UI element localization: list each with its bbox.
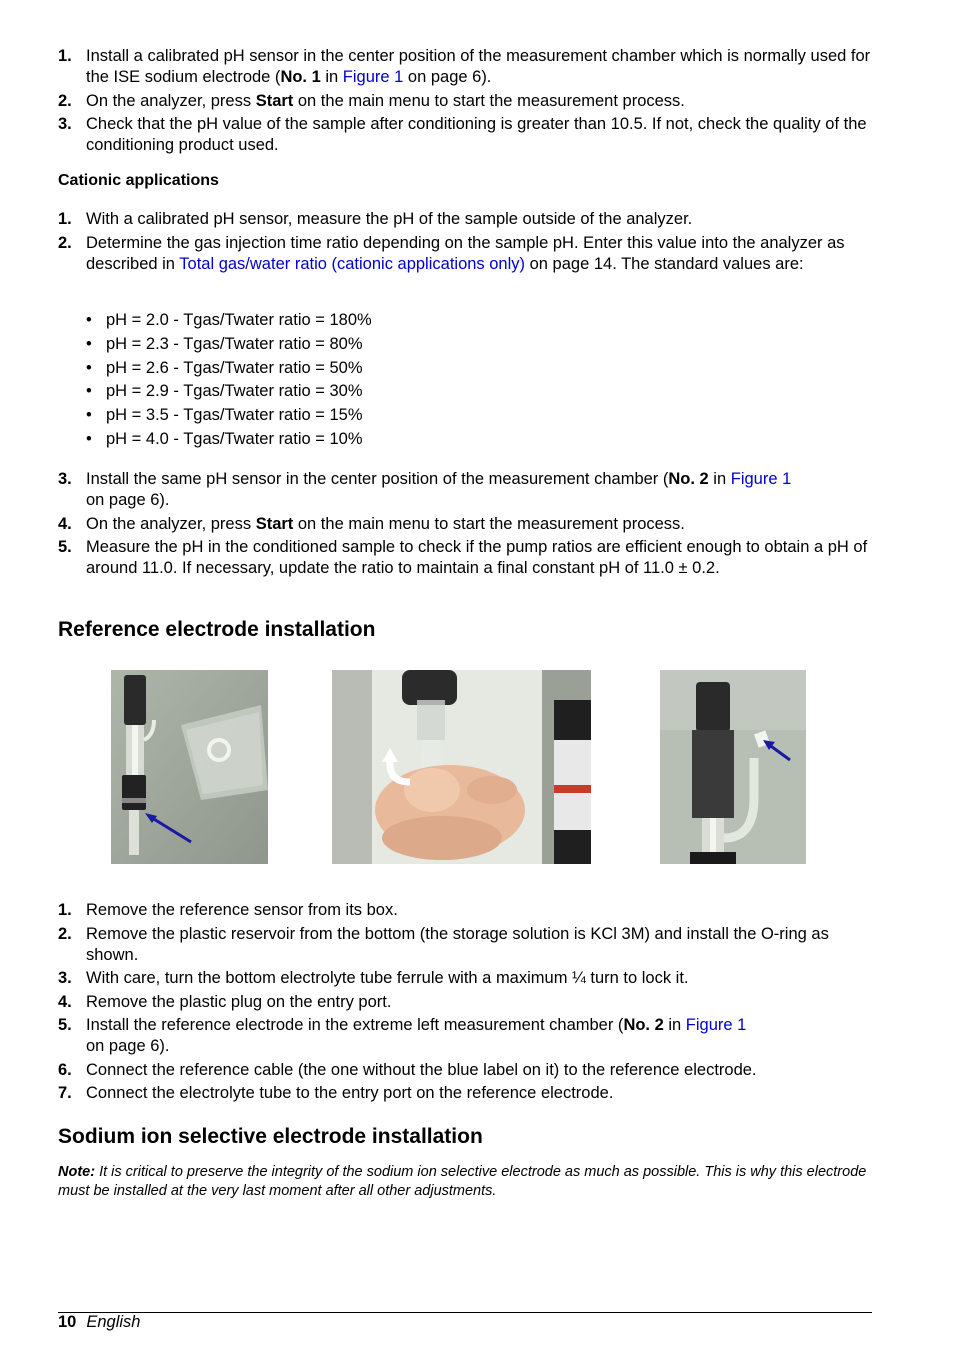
emphasis-text: No. 2 [668,470,709,488]
step-item [58,900,878,921]
procedure-list-cationic [58,209,878,277]
step-item [58,992,878,1013]
step-text: on the main menu to start the measurement process. [293,514,685,533]
emphasis-text: Start [255,91,294,110]
step-text: On the analyzer, press [86,91,256,110]
step-text: on page 14. The standard values are: [525,254,804,273]
step-text: Install the reference electrode in the extreme left measurement chamber ( [86,1016,624,1034]
procedure-list-cationic-continued [58,469,878,582]
step-text: Install the same pH sensor in the center position of the measurement chamber ( [86,470,669,488]
emphasis-text: No. 2 [623,1016,664,1034]
step-number: 3. [58,115,72,133]
step-item [58,1060,878,1081]
step-item [58,114,878,156]
step-item [58,469,878,511]
footer-rule [58,1312,872,1313]
step-item [58,233,878,275]
page-number: 10 [58,1313,77,1331]
page-footer [58,1313,140,1332]
step-item [58,1083,878,1104]
ratio-list-item: • pH = 3.5 - Tgas/Twater ratio = 15% [86,405,786,426]
reference-electrode-heading: Reference electrode installation [58,618,376,641]
note-text: It is critical to preserve the integrity of the sodium ion selective electrode as much as possible. This is why this electrode must be installed at the very last moment after all other adjustments. [58,1164,867,1199]
sodium-electrode-heading: Sodium ion selective electrode installation [58,1125,483,1148]
step-text: Remove the plastic reservoir from the bottom (the storage solution is KCl 3M) and install the O-ring as shown. [86,924,829,964]
step-text: Connect the reference cable (the one without the blue label on it) to the reference electrode. [86,1060,757,1079]
step-number: 6. [58,1060,72,1079]
step-text: Check that the pH value of the sample after conditioning is greater than 10.5. If not, check the quality of the conditioning product used. [86,115,867,154]
cross-reference-link[interactable]: Total gas/water ratio (cationic applications only) [179,254,526,273]
cross-reference-link[interactable]: Figure 1 [342,68,404,86]
step-number: 1. [58,901,72,919]
step-number: 5. [58,538,72,556]
step-text: Measure the pH in the conditioned sample to check if the pump ratios are efficient enough to obtain a pH of around 11.0. If necessary, update the ratio to maintain a final constant pH of 11.0 ± 0.2. [86,538,868,577]
step-item [58,514,878,535]
step-text: Determine the gas injection time ratio depending on the sample pH. Enter this value into the analyzer as described in [86,233,845,273]
note-paragraph [58,1163,868,1200]
step-text: On the analyzer, press [86,514,256,533]
step-number: 3. [58,470,72,488]
step-item [58,968,878,989]
procedure-list-reference-electrode [58,900,878,1107]
step-item [58,924,878,966]
step-number: 7. [58,1084,72,1102]
step-number: 4. [58,514,72,533]
step-item [58,46,878,88]
step-text: Remove the plastic plug on the entry port. [86,992,392,1011]
step-number: 4. [58,992,72,1011]
ratio-list-item: • pH = 4.0 - Tgas/Twater ratio = 10% [86,429,786,450]
footer-language: English [86,1313,141,1331]
step-number: 3. [58,969,72,987]
emphasis-text: No. 1 [280,68,321,86]
step-number: 2. [58,924,72,943]
step-number: 5. [58,1016,72,1034]
step-text: on the main menu to start the measurement process. [293,91,685,110]
cross-reference-link[interactable]: Figure 1 [730,470,792,488]
step-text: With care, turn the bottom electrolyte tube ferrule with a maximum ¼ turn to lock it. [86,969,689,987]
note-label: Note: [58,1164,96,1180]
step-text: on page 6). [86,1037,170,1055]
ratio-value-list [86,310,786,453]
cross-reference-link[interactable]: Figure 1 [685,1016,747,1034]
emphasis-text: Start [255,514,294,533]
procedure-list-ph-check [58,46,878,159]
step-item [58,209,878,230]
ratio-list-item: • pH = 2.9 - Tgas/Twater ratio = 30% [86,381,786,402]
step-text: Connect the electrolyte tube to the entry port on the reference electrode. [86,1084,614,1102]
step-item [58,537,878,579]
step-text: on page 6). [403,68,492,86]
cationic-applications-heading: Cationic applications [58,172,219,189]
step-text: With a calibrated pH sensor, measure the pH of the sample outside of the analyzer. [86,210,693,228]
step-text: in [708,470,731,488]
ratio-list-item: • pH = 2.0 - Tgas/Twater ratio = 180% [86,310,786,331]
entry-port-plug-photo [660,670,806,864]
step-text: Install a calibrated pH sensor in the center position of the measurement chamber which is normally used for the ISE sodium electrode ( [86,47,871,86]
step-item [58,1015,878,1057]
step-number: 1. [58,210,72,228]
step-number: 2. [58,91,72,110]
reference-sensor-photo [111,670,268,864]
ratio-list-item: • pH = 2.3 - Tgas/Twater ratio = 80% [86,334,786,355]
step-number: 1. [58,47,72,65]
step-number: 2. [58,233,72,252]
step-item [58,91,878,112]
turn-ferrule-photo [332,670,591,864]
step-text: Remove the reference sensor from its box. [86,901,398,919]
step-text: in [320,68,343,86]
step-text: on page 6). [86,491,170,509]
ratio-list-item: • pH = 2.6 - Tgas/Twater ratio = 50% [86,358,786,379]
step-text: in [663,1016,686,1034]
